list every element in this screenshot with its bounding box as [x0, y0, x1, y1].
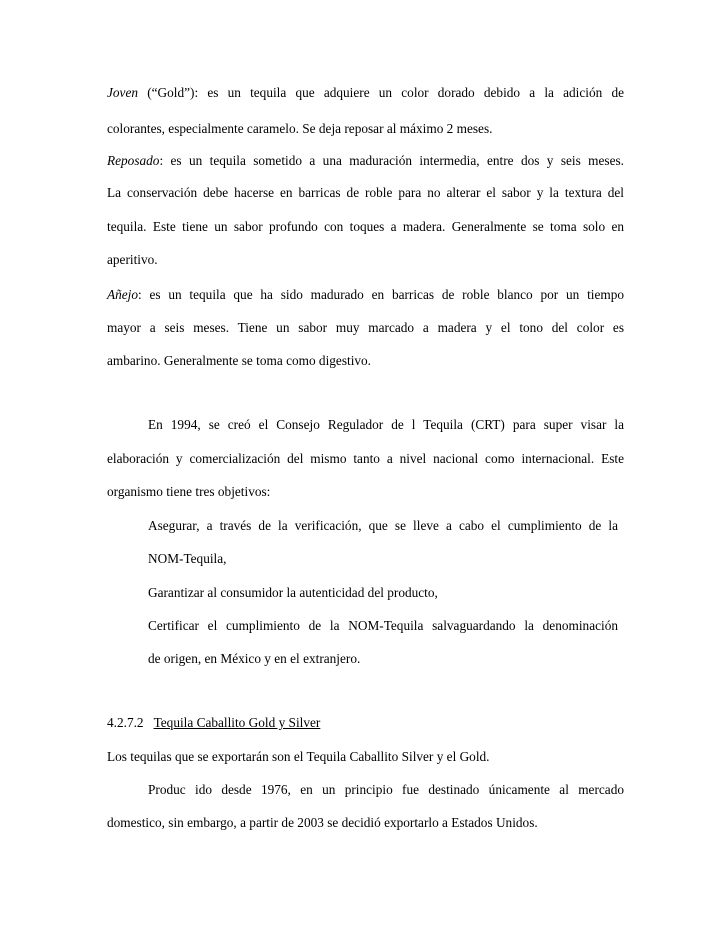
reposado-line-3: tequila. Este tiene un sabor profundo con toques a madera. Generalmente se toma solo en — [107, 219, 624, 234]
anejo-line-2: mayor a seis meses. Tiene un sabor muy marcado a madera y el tono del color es — [107, 320, 624, 335]
reposado-line-1 — [107, 153, 624, 169]
objective-2: Garantizar al consumidor la autenticidad del producto, — [148, 585, 438, 600]
joven-term: Joven — [107, 85, 139, 100]
section-title: Tequila Caballito Gold y Silver — [153, 715, 321, 730]
joven-line-1 — [107, 85, 624, 101]
crt-line-1: En 1994, se creó el Consejo Regulador de l Tequila (CRT) para super visar la — [148, 417, 624, 432]
reposado-text-1: : es un tequila sometido a una maduración intermedia, entre dos y seis meses. — [159, 153, 624, 168]
section-number: 4.2.7.2 — [107, 715, 144, 730]
anejo-line-1 — [107, 287, 624, 303]
section-line-2: Produc ido desde 1976, en un principio fue destinado únicamente al mercado — [148, 782, 624, 797]
section-line-1: Los tequilas que se exportarán son el Tequila Caballito Silver y el Gold. — [107, 749, 490, 764]
reposado-line-2: La conservación debe hacerse en barricas de roble para no alterar el sabor y la textura del — [107, 185, 624, 200]
anejo-text-1: : es un tequila que ha sido madurado en barricas de roble blanco por un tiempo — [138, 287, 624, 302]
anejo-line-3: ambarino. Generalmente se toma como digestivo. — [107, 353, 372, 368]
reposado-term: Reposado — [107, 153, 160, 168]
joven-text-1: (“Gold”): es un tequila que adquiere un color dorado debido a la adición de — [138, 85, 624, 100]
crt-line-3: organismo tiene tres objetivos: — [107, 484, 271, 499]
section-line-3: domestico, sin embargo, a partir de 2003 se decidió exportarlo a Estados Unidos. — [107, 815, 538, 830]
objective-3-line-2: de origen, en México y en el extranjero. — [148, 651, 361, 666]
anejo-term: Añejo — [107, 287, 139, 302]
objective-3-line-1: Certificar el cumplimiento de la NOM-Tequila salvaguardando la denominación — [148, 618, 618, 633]
objective-1-line-1: Asegurar, a través de la verificación, que se lleve a cabo el cumplimiento de la — [148, 518, 618, 533]
joven-line-2: colorantes, especialmente caramelo. Se deja reposar al máximo 2 meses. — [107, 121, 493, 136]
objective-1-line-2: NOM-Tequila, — [148, 551, 227, 566]
section-heading — [107, 715, 624, 731]
reposado-line-4: aperitivo. — [107, 252, 158, 267]
crt-line-2: elaboración y comercialización del mismo tanto a nivel nacional como internacional. Este — [107, 451, 624, 466]
